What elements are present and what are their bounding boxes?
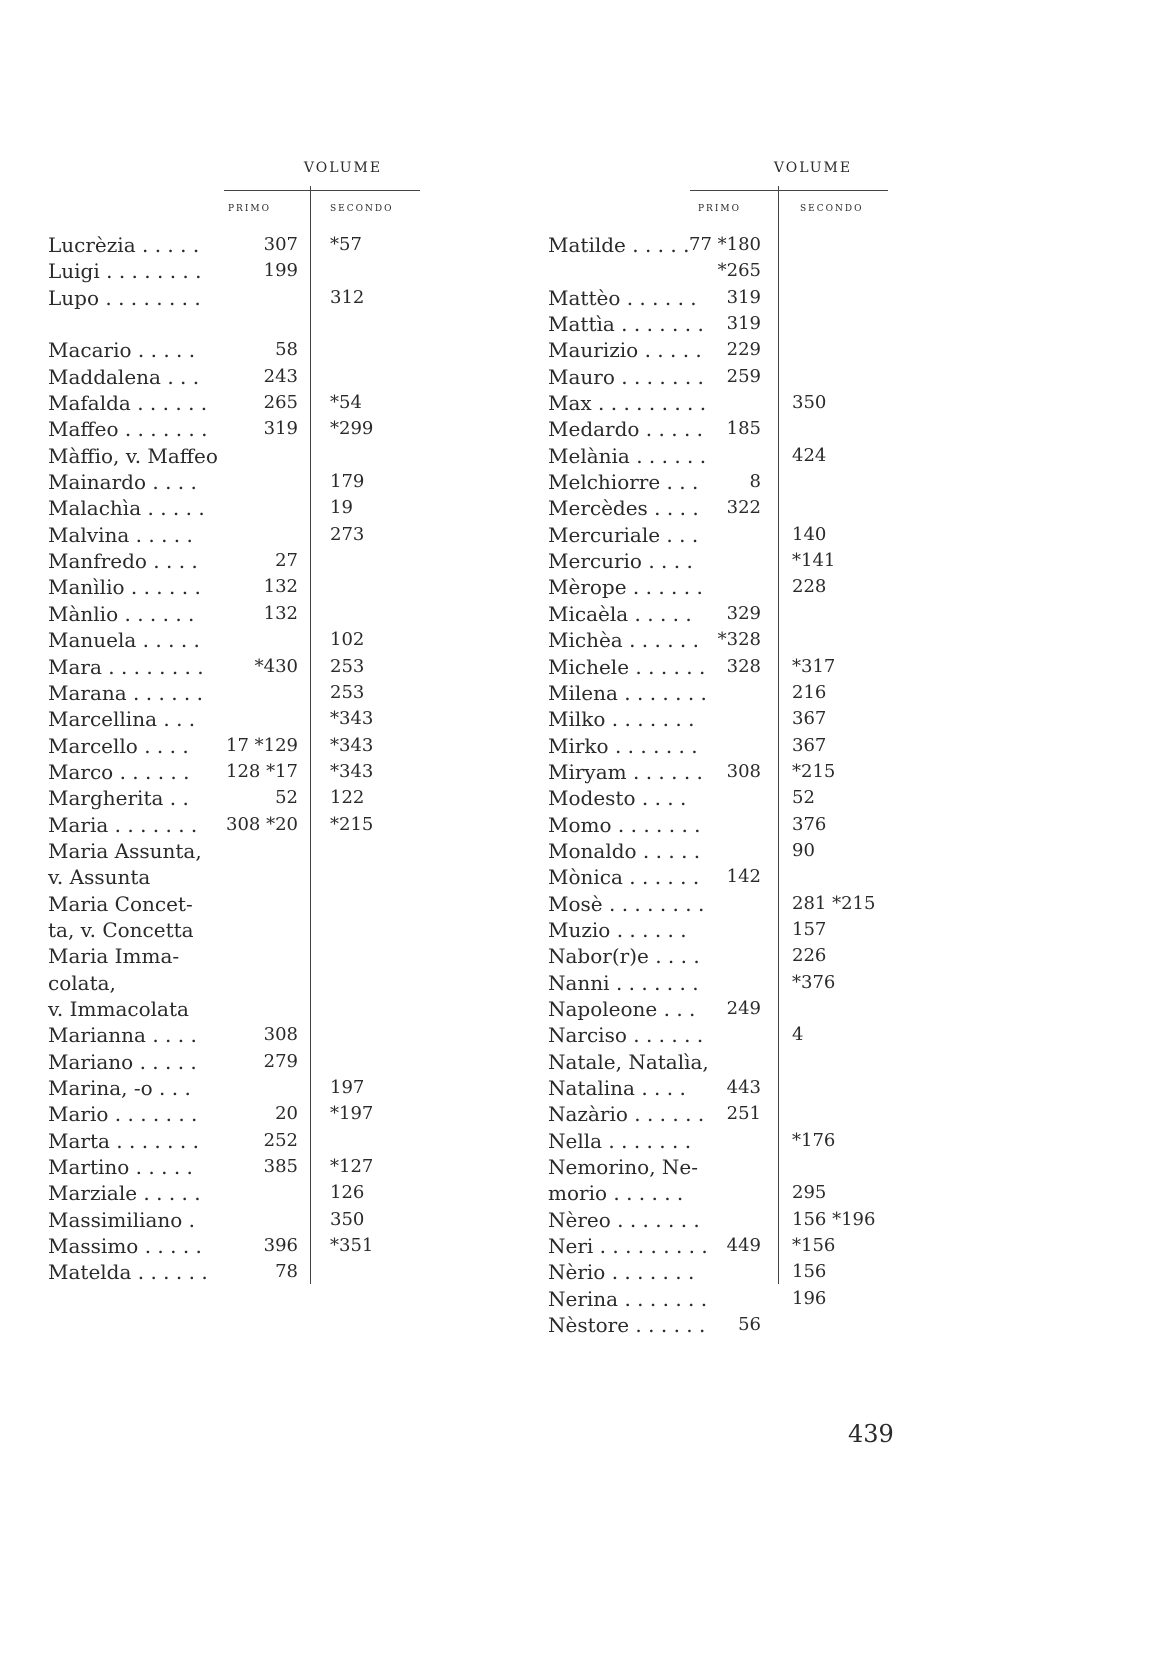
entry-name: Matelda . . . . . . <box>48 1260 208 1285</box>
volume-header-left: VOLUME <box>303 160 383 176</box>
volume-rule-right <box>690 190 888 191</box>
index-entry <box>48 1259 438 1285</box>
index-entry <box>48 522 438 548</box>
entry-name: v. Immacolata <box>48 996 189 1021</box>
entry-volume-primo: 265 <box>263 392 298 414</box>
entry-volume-primo: 259 <box>726 365 761 387</box>
entry-name: Marcello . . . . <box>48 733 189 758</box>
entry-volume-primo: 27 <box>275 550 298 572</box>
index-entry <box>48 1101 438 1127</box>
index-entry <box>548 443 938 469</box>
entry-volume-primo: 319 <box>726 313 761 335</box>
entry-volume-secondo: 228 <box>792 576 827 598</box>
entry-volume-secondo: *57 <box>330 234 362 255</box>
entry-name: Mattèo . . . . . . <box>548 285 697 310</box>
index-entry <box>48 390 438 416</box>
index-entry <box>48 970 438 996</box>
index-entry <box>48 337 438 363</box>
entry-volume-primo: 319 <box>263 418 298 440</box>
index-entry <box>48 469 438 495</box>
index-entry <box>548 1233 938 1259</box>
index-entry <box>548 627 938 653</box>
index-entry <box>548 1022 938 1048</box>
entry-volume-secondo: 281 *215 <box>792 892 876 914</box>
index-entry <box>48 1207 438 1233</box>
entry-name: v. Assunta <box>48 865 151 890</box>
index-entry <box>548 1286 938 1312</box>
index-entry <box>548 1128 938 1154</box>
entry-volume-secondo: *54 <box>330 392 362 414</box>
index-entry <box>548 812 938 838</box>
entry-volume-secondo: *343 <box>330 708 374 730</box>
entry-name: Marcellina . . . <box>48 707 196 732</box>
entry-volume-secondo: 367 <box>792 708 827 730</box>
entry-volume-primo: 449 <box>726 1235 761 1257</box>
entry-name: Massimo . . . . . <box>48 1234 202 1259</box>
entry-name: Nemorino, Ne- <box>548 1155 699 1180</box>
index-entry <box>548 864 938 890</box>
entry-name: morio . . . . . . <box>548 1181 684 1206</box>
index-entry <box>48 654 438 680</box>
entry-volume-primo: 308 <box>726 760 761 782</box>
entry-name: Melània . . . . . . <box>548 443 707 468</box>
entry-volume-secondo: 122 <box>330 787 365 809</box>
entry-name: Neri . . . . . . . . . <box>548 1234 708 1259</box>
entry-name: Milena . . . . . . . <box>548 680 707 705</box>
index-entry <box>48 1233 438 1259</box>
index-entry <box>48 1049 438 1075</box>
index-entry <box>548 733 938 759</box>
entry-name: Martino . . . . . <box>48 1155 193 1180</box>
entry-name: Michèa . . . . . . <box>548 628 700 653</box>
index-entry <box>548 1207 938 1233</box>
entry-volume-primo: 78 <box>275 1261 298 1283</box>
index-entry <box>48 1180 438 1206</box>
index-entry <box>48 443 438 469</box>
index-entry <box>548 838 938 864</box>
entry-volume-primo: 322 <box>726 497 761 519</box>
entry-name: Max . . . . . . . . . <box>548 391 707 416</box>
index-entry <box>48 917 438 943</box>
entry-volume-primo: *328 <box>717 629 761 651</box>
entry-name: Maria Concet- <box>48 891 193 916</box>
index-entry <box>548 1180 938 1206</box>
index-entry <box>48 574 438 600</box>
entry-name: Modesto . . . . <box>548 786 687 811</box>
entry-volume-primo: 77 *180 <box>689 234 761 255</box>
entry-volume-secondo: *376 <box>792 971 836 993</box>
entry-volume-secondo: 253 <box>330 655 365 677</box>
entry-volume-primo: 132 <box>263 576 298 598</box>
index-entry <box>548 416 938 442</box>
entry-volume-primo: 279 <box>263 1050 298 1072</box>
entry-volume-secondo: 376 <box>792 813 827 835</box>
index-entry <box>48 838 438 864</box>
index-entry <box>548 1154 938 1180</box>
entry-name: Manfredo . . . . <box>48 549 198 574</box>
entry-name: Nanni . . . . . . . <box>548 970 699 995</box>
index-entry <box>548 1312 938 1338</box>
entry-volume-primo: 396 <box>263 1235 298 1257</box>
index-entry <box>48 364 438 390</box>
entry-name: Micaèla . . . . . <box>548 601 692 626</box>
index-entry <box>548 311 938 337</box>
entry-name: Marianna . . . . <box>48 1023 197 1048</box>
entry-name: Maria . . . . . . . <box>48 812 198 837</box>
index-entry <box>548 1049 938 1075</box>
entry-volume-secondo: 52 <box>792 787 815 809</box>
entry-volume-secondo: 367 <box>792 734 827 756</box>
entry-volume-secondo: *343 <box>330 734 374 756</box>
index-entry <box>548 996 938 1022</box>
entry-volume-secondo: *317 <box>792 655 836 677</box>
entry-volume-secondo: 295 <box>792 1182 827 1204</box>
entry-name: Macario . . . . . <box>48 338 196 363</box>
entry-name: Maurizio . . . . . <box>548 338 702 363</box>
entry-name: Natale, Natalìa, <box>548 1049 709 1074</box>
entry-volume-secondo: 179 <box>330 471 365 493</box>
entry-volume-secondo: 19 <box>330 497 353 519</box>
entry-volume-secondo: *127 <box>330 1156 374 1178</box>
index-entry <box>48 785 438 811</box>
entry-name: Mariano . . . . . <box>48 1049 197 1074</box>
index-entry <box>548 943 938 969</box>
entry-volume-primo: 249 <box>726 997 761 1019</box>
entry-name: Mauro . . . . . . . <box>548 364 704 389</box>
index-entry <box>48 627 438 653</box>
index-entry <box>548 548 938 574</box>
entry-name: Melchiorre . . . <box>548 470 699 495</box>
entry-volume-secondo: 312 <box>330 286 365 308</box>
entry-name: Nèreo . . . . . . . <box>548 1207 700 1232</box>
index-entry <box>48 680 438 706</box>
entry-volume-primo: 52 <box>275 787 298 809</box>
index-entry <box>48 311 438 337</box>
entry-name: Malachìa . . . . . <box>48 496 205 521</box>
entry-name: Maria Assunta, <box>48 838 202 863</box>
entry-name: Muzio . . . . . . <box>548 917 687 942</box>
secondo-header-left: SECONDO <box>330 204 394 214</box>
entry-volume-secondo: 273 <box>330 523 365 545</box>
entry-volume-secondo: 4 <box>792 1024 804 1046</box>
entry-name: Maffeo . . . . . . . <box>48 417 208 442</box>
entry-name: Marina, -o . . . <box>48 1076 191 1100</box>
entry-volume-secondo: *176 <box>792 1129 836 1151</box>
entry-name: Michele . . . . . . <box>548 654 706 679</box>
entry-volume-secondo: 226 <box>792 945 827 967</box>
entry-volume-secondo: *215 <box>792 760 836 782</box>
entry-name: Mara . . . . . . . . <box>48 654 204 679</box>
index-entry <box>48 733 438 759</box>
entry-name: Nèrio . . . . . . . <box>548 1260 695 1285</box>
index-entry <box>548 285 938 311</box>
entry-volume-primo: 58 <box>275 339 298 361</box>
entry-volume-secondo: 197 <box>330 1077 365 1098</box>
entry-volume-primo: *265 <box>717 260 761 282</box>
entry-name: Mònica . . . . . . <box>548 865 700 890</box>
entry-volume-secondo: 102 <box>330 629 365 651</box>
entry-volume-secondo: *351 <box>330 1235 374 1257</box>
entry-volume-secondo: 156 *196 <box>792 1208 876 1230</box>
entry-volume-primo: 243 <box>263 365 298 387</box>
entry-volume-secondo: 196 <box>792 1287 827 1309</box>
entry-name: Maria Imma- <box>48 944 180 969</box>
entry-name: Miryam . . . . . . <box>548 759 703 784</box>
entry-name: Màffio, v. Maffeo <box>48 443 218 468</box>
index-entry <box>48 759 438 785</box>
index-entry <box>48 285 438 311</box>
index-entry <box>548 917 938 943</box>
entry-volume-secondo: *299 <box>330 418 374 440</box>
entry-name: Margherita . . <box>48 786 189 811</box>
index-entry <box>48 706 438 732</box>
entries-left <box>48 232 438 1286</box>
entry-name: Mattìa . . . . . . . <box>548 312 704 337</box>
entry-volume-primo: 17 *129 <box>226 734 298 756</box>
index-entry <box>548 654 938 680</box>
entry-name: Milko . . . . . . . <box>548 707 695 732</box>
entry-volume-secondo: *156 <box>792 1235 836 1257</box>
index-entry <box>48 258 438 284</box>
entry-volume-primo: 142 <box>726 866 761 888</box>
entry-name: Mainardo . . . . <box>48 470 197 495</box>
entry-volume-primo: 8 <box>749 471 761 493</box>
entry-volume-primo: *430 <box>254 655 298 677</box>
entry-volume-primo: 251 <box>726 1103 761 1125</box>
entry-name: Mercurio . . . . <box>548 549 693 574</box>
primo-header-left: PRIMO <box>228 204 271 214</box>
entry-volume-primo: 307 <box>263 234 298 255</box>
entry-name: Mànlio . . . . . . <box>48 601 195 626</box>
entry-name: Lupo . . . . . . . . <box>48 285 201 310</box>
entry-volume-secondo: *141 <box>792 550 836 572</box>
entry-volume-primo: 252 <box>263 1129 298 1151</box>
index-entry <box>48 601 438 627</box>
entry-name: Manìlio . . . . . . <box>48 575 201 600</box>
entry-volume-secondo: 424 <box>792 444 827 466</box>
entry-volume-secondo: 156 <box>792 1261 827 1283</box>
entry-volume-secondo: *215 <box>330 813 374 835</box>
entry-name: Matilde . . . . . <box>548 233 690 257</box>
entry-name: Mirko . . . . . . . <box>548 733 698 758</box>
entry-volume-primo: 328 <box>726 655 761 677</box>
entry-volume-primo: 199 <box>263 260 298 282</box>
index-entry <box>48 416 438 442</box>
entry-name: Nerina . . . . . . . <box>548 1286 708 1311</box>
index-entry <box>48 1154 438 1180</box>
entry-name: Manuela . . . . . <box>48 628 200 653</box>
index-entry <box>548 706 938 732</box>
index-entry <box>548 258 938 284</box>
secondo-header-right: SECONDO <box>800 204 864 214</box>
entry-volume-secondo: 140 <box>792 523 827 545</box>
entry-name: Nabor(r)e . . . . <box>548 944 700 969</box>
index-entry <box>548 337 938 363</box>
entry-name: Nella . . . . . . . <box>548 1128 692 1153</box>
entry-volume-secondo: 216 <box>792 681 827 703</box>
entry-name: Medardo . . . . . <box>548 417 704 442</box>
index-entry <box>48 495 438 521</box>
entry-name: ta, v. Concetta <box>48 917 194 942</box>
entry-name: Massimiliano . <box>48 1207 196 1232</box>
index-entry <box>548 1075 938 1101</box>
entry-volume-primo: 319 <box>726 286 761 308</box>
index-entry <box>548 390 938 416</box>
index-entry <box>48 548 438 574</box>
entry-name: Momo . . . . . . . <box>548 812 701 837</box>
index-entry <box>548 574 938 600</box>
entry-name: Marziale . . . . . <box>48 1181 201 1206</box>
index-entry <box>48 1075 438 1101</box>
index-entry <box>548 232 938 258</box>
entries-right <box>548 232 938 1338</box>
page-number: 439 <box>848 1420 894 1448</box>
entry-name: Mosè . . . . . . . . <box>548 891 705 916</box>
entry-name: Monaldo . . . . . <box>548 838 701 863</box>
entry-volume-primo: 132 <box>263 602 298 624</box>
primo-header-right: PRIMO <box>698 204 741 214</box>
index-entry <box>48 864 438 890</box>
entry-volume-secondo: 253 <box>330 681 365 703</box>
entry-volume-secondo: *197 <box>330 1103 374 1125</box>
index-entry <box>548 970 938 996</box>
index-entry <box>548 1259 938 1285</box>
entry-volume-primo: 385 <box>263 1156 298 1178</box>
entry-name: Marco . . . . . . <box>48 759 190 784</box>
entry-volume-secondo: 350 <box>792 392 827 414</box>
index-entry <box>548 785 938 811</box>
index-entry <box>548 759 938 785</box>
index-entry <box>48 1128 438 1154</box>
entry-name: Mèrope . . . . . . <box>548 575 703 600</box>
index-entry <box>548 1101 938 1127</box>
entry-name: Lucrèzia . . . . . <box>48 233 200 257</box>
volume-rule-left <box>224 190 420 191</box>
entry-name: Marana . . . . . . <box>48 680 203 705</box>
index-entry <box>548 891 938 917</box>
entry-name: Malvina . . . . . <box>48 522 193 547</box>
volume-header-right: VOLUME <box>773 160 853 176</box>
entry-name: Nèstore . . . . . . <box>548 1313 706 1338</box>
entry-volume-primo: 56 <box>738 1314 761 1336</box>
index-entry <box>48 891 438 917</box>
entry-name: Mercuriale . . . <box>548 522 699 547</box>
index-entry <box>48 996 438 1022</box>
entry-volume-secondo: 157 <box>792 918 827 940</box>
entry-volume-secondo: 126 <box>330 1182 365 1204</box>
entry-name: Napoleone . . . <box>548 996 696 1021</box>
entry-name: Natalina . . . . <box>548 1076 686 1100</box>
entry-name: Maddalena . . . <box>48 364 200 389</box>
index-entry <box>48 943 438 969</box>
entry-volume-secondo: 350 <box>330 1208 365 1230</box>
entry-name: colata, <box>48 970 116 995</box>
entry-volume-primo: 308 <box>263 1024 298 1046</box>
index-entry <box>548 601 938 627</box>
index-entry <box>548 680 938 706</box>
index-entry <box>548 469 938 495</box>
index-entry <box>48 812 438 838</box>
entry-volume-primo: 185 <box>726 418 761 440</box>
entry-volume-primo: 128 *17 <box>226 760 298 782</box>
entry-name: Mercèdes . . . . <box>548 496 699 521</box>
index-entry <box>48 232 438 258</box>
index-entry <box>548 364 938 390</box>
entry-name: Mario . . . . . . . <box>48 1102 198 1127</box>
entry-name: Mafalda . . . . . . <box>48 391 208 416</box>
entry-name: Marta . . . . . . . <box>48 1128 199 1153</box>
index-entry <box>48 1022 438 1048</box>
index-entry <box>548 522 938 548</box>
entry-name: Narciso . . . . . . <box>548 1023 704 1048</box>
entry-volume-primo: 329 <box>726 602 761 624</box>
entry-volume-secondo: *343 <box>330 760 374 782</box>
entry-volume-primo: 443 <box>726 1077 761 1098</box>
entry-volume-secondo: 90 <box>792 839 815 861</box>
entry-volume-primo: 308 *20 <box>226 813 298 835</box>
entry-volume-primo: 20 <box>275 1103 298 1125</box>
index-entry <box>548 495 938 521</box>
entry-volume-primo: 229 <box>726 339 761 361</box>
entry-name: Nazàrio . . . . . . <box>548 1102 705 1127</box>
entry-name: Luigi . . . . . . . . <box>48 259 202 284</box>
